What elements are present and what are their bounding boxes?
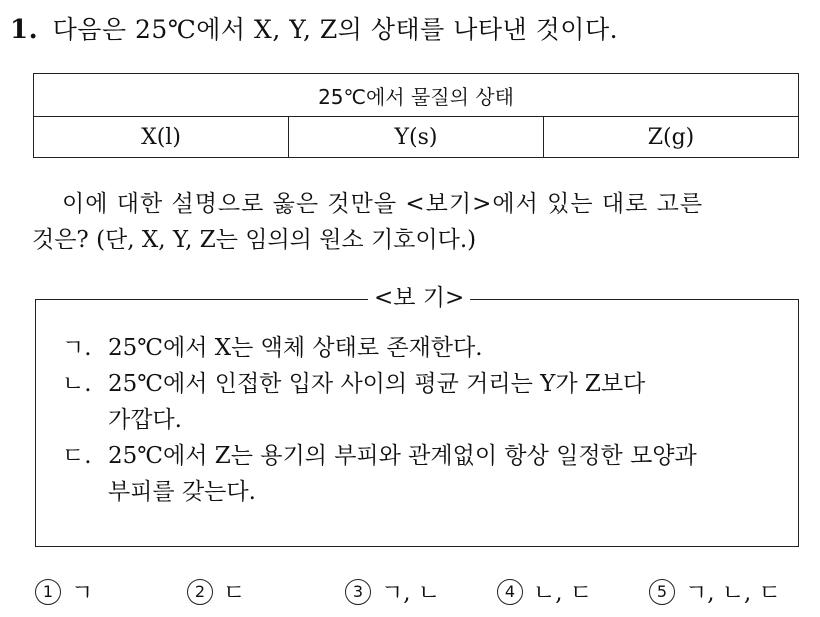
bogi-item-mark: ㄷ.	[62, 443, 92, 469]
bogi-title: <보 기>	[368, 283, 470, 313]
choice-5[interactable]	[649, 574, 781, 607]
question-header	[10, 10, 618, 46]
choice-text: ㄴ, ㄷ	[533, 580, 593, 606]
state-cell-x: X(l)	[34, 117, 289, 158]
choice-2[interactable]	[187, 574, 245, 607]
bogi-item-text: 25℃에서 X는 액체 상태로 존재한다.	[108, 335, 483, 361]
bogi-item-text: 가깝다.	[108, 407, 182, 433]
bogi-item-c	[62, 438, 782, 510]
choice-number: 3	[345, 579, 371, 605]
instruction-line-2: 것은? (단, X, Y, Z는 임의의 원소 기호이다.)	[32, 227, 477, 253]
choice-text: ㄷ	[223, 580, 246, 606]
choice-1[interactable]	[35, 574, 93, 607]
bogi-item-mark: ㄱ.	[62, 335, 92, 361]
state-cell-z: Z(g)	[544, 117, 799, 158]
bogi-box	[35, 285, 799, 547]
choice-number: 5	[649, 579, 675, 605]
choice-number: 1	[35, 579, 61, 605]
bogi-item-text: 25℃에서 인접한 입자 사이의 평균 거리는 Y가 Z보다	[108, 371, 646, 397]
bogi-item-mark: ㄴ.	[62, 371, 92, 397]
choice-text: ㄱ	[71, 580, 94, 606]
choice-number: 4	[497, 579, 523, 605]
instruction-line-1: 이에 대한 설명으로 옳은 것만을 <보기>에서 있는 대로 고른	[62, 191, 704, 217]
question-prompt: 다음은 25℃에서 X, Y, Z의 상태를 나타낸 것이다.	[52, 15, 619, 44]
bogi-item-text: 부피를 갖는다.	[108, 479, 256, 505]
state-table	[33, 73, 799, 158]
choice-text: ㄱ, ㄴ	[381, 580, 441, 606]
bogi-item-a	[62, 330, 782, 366]
choice-text: ㄱ, ㄴ, ㄷ	[685, 580, 781, 606]
choice-4[interactable]	[497, 574, 592, 607]
state-cell-y: Y(s)	[289, 117, 544, 158]
state-table-header: 25℃에서 물질의 상태	[34, 74, 799, 117]
question-number: 1.	[10, 15, 39, 45]
answer-choices	[35, 574, 815, 610]
instruction-paragraph	[32, 186, 812, 258]
bogi-item-text: 25℃에서 Z는 용기의 부피와 관계없이 항상 일정한 모양과	[108, 443, 697, 469]
choice-3[interactable]	[345, 574, 440, 607]
choice-number: 2	[187, 579, 213, 605]
bogi-item-b	[62, 366, 782, 438]
bogi-items	[62, 330, 782, 510]
